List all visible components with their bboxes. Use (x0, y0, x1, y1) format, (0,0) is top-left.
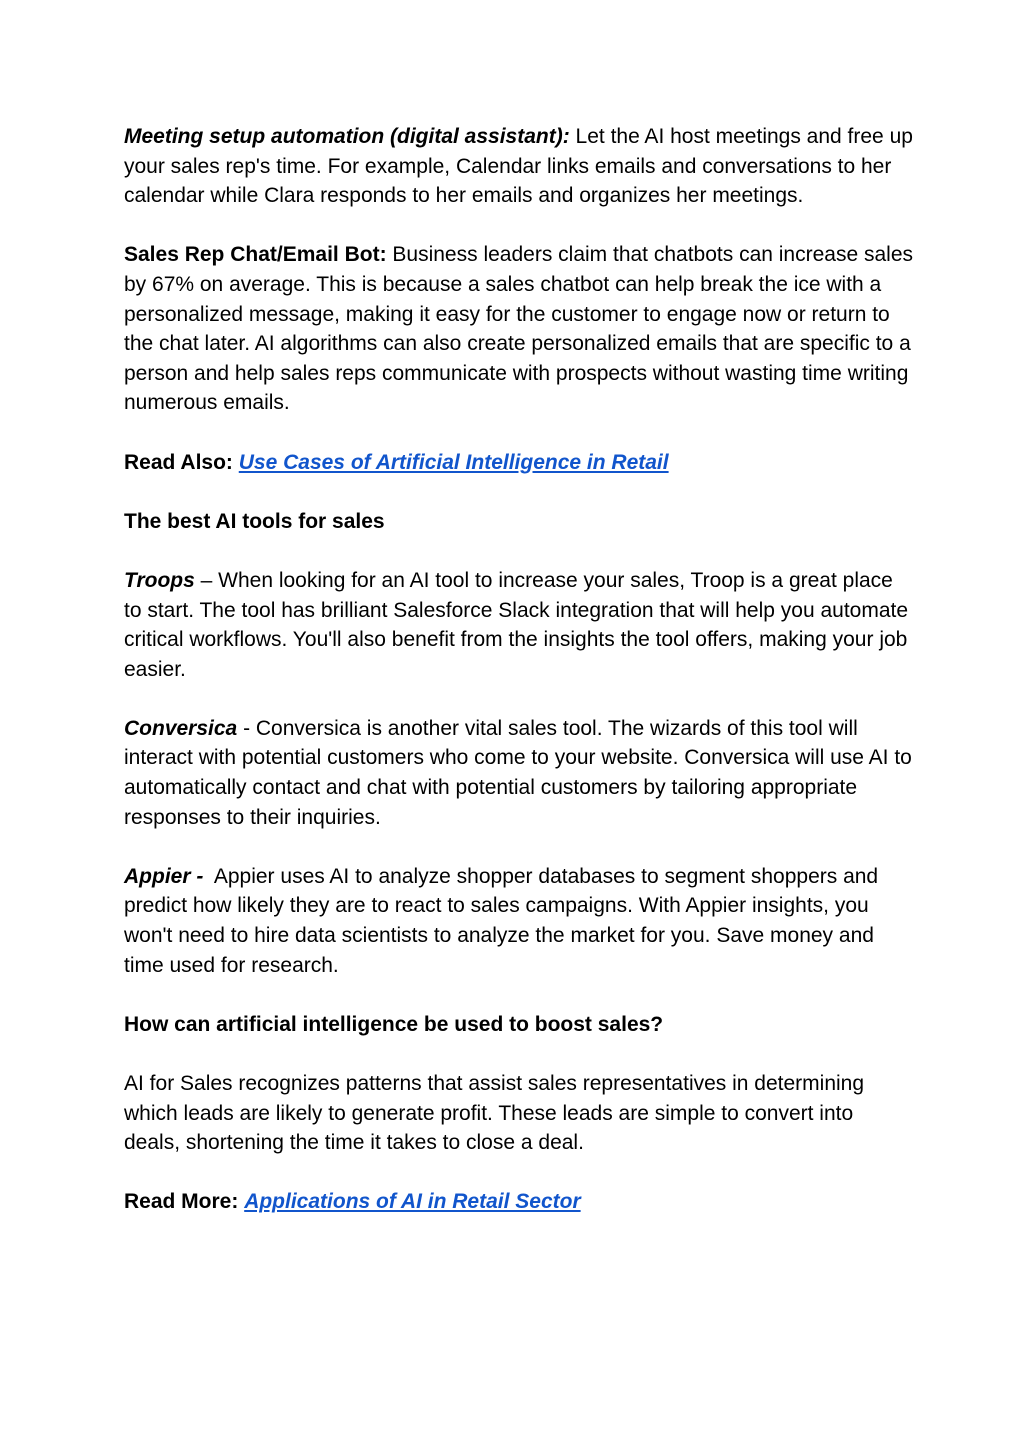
meeting-automation-paragraph (124, 122, 914, 211)
conversica-body: - Conversica is another vital sales tool. The wizards of this tool will interact with potential customers who come to your website. Conversica will use AI to automatically contact and chat with potential customers by tailoring appropriate responses to their inquiries. (124, 716, 912, 829)
chatbot-body: Business leaders claim that chatbots can increase sales by 67% on average. This is because a sales chatbot can help break the ice with a personalized message, making it easy for the customer to engage now or return to the chat later. AI algorithms can also create personalized emails that are specific to a person and help sales reps communicate with prospects without wasting time writing numerous emails. (124, 243, 913, 415)
read-more-paragraph (124, 1187, 914, 1217)
troops-body: – When looking for an AI tool to increase your sales, Troop is a great place to start. The tool has brilliant Salesforce Slack integration that will help you automate critical workflows. You'll also benefit from the insights the tool offers, making your job easier. (124, 568, 909, 681)
troops-paragraph (124, 566, 914, 684)
meeting-automation-lead: Meeting setup automation (digital assistant): (124, 125, 570, 148)
boost-heading: How can artificial intelligence be used to boost sales? (124, 1012, 664, 1036)
read-more-link[interactable]: Applications of AI in Retail Sector (244, 1190, 581, 1214)
troops-lead: Troops (124, 568, 195, 592)
boost-body: AI for Sales recognizes patterns that assist sales representatives in determining which leads are likely to generate profit. These leads are simple to convert into deals, shortening the time it takes to close a deal. (124, 1072, 865, 1155)
read-more-label: Read More: (124, 1190, 245, 1214)
appier-lead: Appier - (124, 864, 210, 888)
read-also-link[interactable]: Use Cases of Artificial Intelligence in Retail (238, 450, 669, 474)
chatbot-lead: Sales Rep Chat/Email Bot: (124, 243, 387, 267)
tools-heading: The best AI tools for sales (124, 509, 385, 533)
meeting-automation-body: Let the AI host meetings and free up your sales rep's time. For example, Calendar links emails and conversations to her calendar while Clara responds to her emails and organizes her meetings. (124, 125, 913, 208)
appier-body: Appier uses AI to analyze shopper databases to segment shoppers and predict how likely they are to react to sales campaigns. With Appier insights, you won't need to hire data scientists to analyze the market for you. Save money and time used for research. (124, 864, 879, 977)
document-page (124, 122, 914, 1247)
read-also-label: Read Also: (124, 450, 239, 474)
conversica-paragraph (124, 714, 914, 832)
appier-paragraph (124, 862, 914, 980)
conversica-lead: Conversica (124, 716, 238, 740)
chatbot-paragraph (124, 240, 914, 418)
read-also-paragraph (124, 448, 914, 478)
